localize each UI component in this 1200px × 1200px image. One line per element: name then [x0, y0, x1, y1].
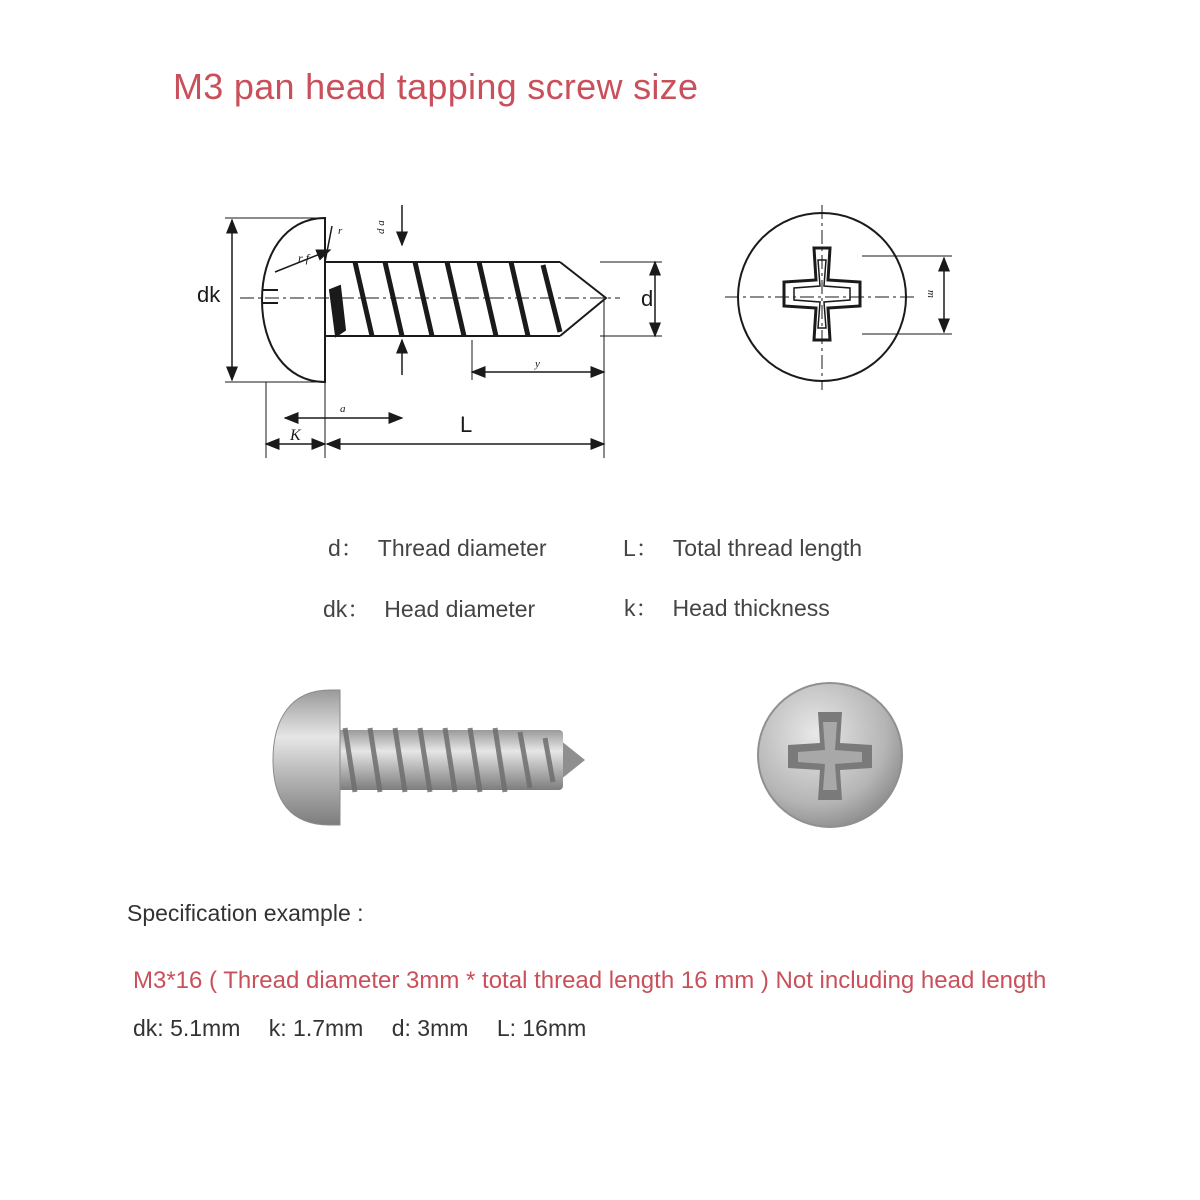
label-a: a — [340, 403, 346, 415]
spec-example: M3*16 ( Thread diameter 3mm * total thread length 16 mm ) Not including head length — [133, 967, 1047, 994]
spec-value-d: d: 3mm — [391, 1015, 469, 1041]
label-m: m — [925, 290, 937, 298]
label-r: r — [338, 225, 343, 237]
legend-text: Head diameter — [384, 596, 536, 622]
legend-item-head-diameter — [323, 591, 535, 624]
spec-value-k: k: 1.7mm — [268, 1015, 364, 1041]
spec-value-dk: dk: 5.1mm — [133, 1015, 241, 1041]
legend-item-thread-diameter — [328, 530, 547, 563]
label-L: L — [460, 412, 473, 437]
spec-heading: Specification example : — [127, 900, 364, 926]
legend-symbol: L： — [623, 535, 659, 561]
screw-head-outline — [262, 218, 325, 382]
spec-values — [133, 1015, 608, 1042]
side-view-drawing — [225, 205, 662, 458]
legend-text: Total thread length — [672, 535, 863, 561]
page-title: M3 pan head tapping screw size — [173, 66, 699, 107]
legend-item-total-thread-length — [623, 530, 862, 563]
legend-symbol: k： — [624, 595, 659, 621]
label-rf: r f — [298, 251, 310, 265]
legend-item-head-thickness — [624, 590, 830, 623]
label-K: K — [290, 427, 301, 444]
spec-value-L: L: 16mm — [496, 1015, 587, 1041]
legend-text: Head thickness — [672, 595, 830, 621]
thread-lines — [355, 262, 560, 336]
label-da: d a — [375, 220, 387, 234]
screw-head-photo — [758, 683, 902, 827]
screw-side-photo — [273, 690, 585, 825]
label-dk: dk — [197, 282, 221, 307]
legend-symbol: dk： — [323, 596, 371, 622]
legend-symbol: d： — [328, 535, 364, 561]
legend-text: Thread diameter — [377, 535, 547, 561]
label-y: y — [535, 358, 540, 370]
top-view-drawing — [725, 205, 952, 390]
label-d: d — [641, 286, 654, 311]
